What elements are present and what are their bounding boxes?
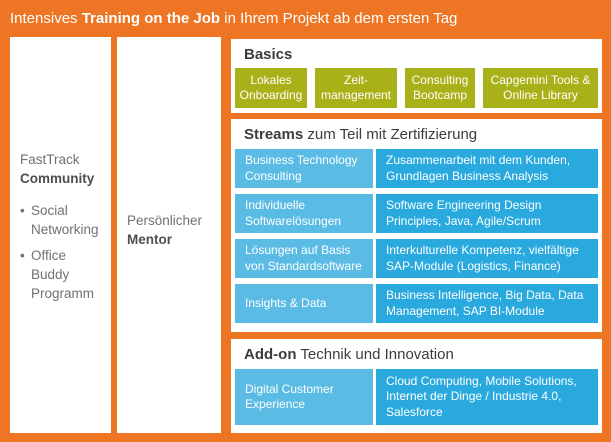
- basics-tile-consulting-bootcamp: Consulting Bootcamp: [405, 68, 475, 108]
- streams-title-bold: Streams: [244, 126, 304, 143]
- bullet-label: Social Networking: [31, 203, 99, 237]
- stream-label: Insights & Data: [235, 284, 373, 323]
- addon-panel-title: [244, 346, 592, 364]
- addon-panel: [231, 339, 602, 433]
- community-title-line1: FastTrack: [20, 152, 80, 167]
- stream-description: Cloud Computing, Mobile Solutions, Internet der Dinge / Industrie 4.0, Salesforce: [376, 369, 598, 425]
- stream-description: Business Intelligence, Big Data, Data Management, SAP BI-Module: [376, 284, 598, 323]
- stream-label: Individuelle Softwarelösungen: [235, 194, 373, 233]
- addon-table: [235, 369, 598, 425]
- addon-title-rest: Technik und Innovation: [296, 346, 454, 363]
- page-title: [10, 9, 603, 28]
- page-title-prefix: Intensives: [10, 10, 82, 27]
- stream-description: Software Engineering Design Principles, Java, Agile/Scrum: [376, 194, 598, 233]
- basics-title-text: Basics: [244, 46, 293, 63]
- mentor-title: [127, 211, 215, 249]
- streams-panel: [231, 119, 602, 332]
- stream-label: Digital Customer Experience: [235, 369, 373, 425]
- stream-label: Business Technology Consulting: [235, 149, 373, 188]
- basics-button-row: [235, 68, 598, 108]
- bullet-icon: •: [20, 248, 25, 263]
- stream-description: Interkulturelle Kompetenz, vielfältige SAP-Module (Logistics, Finance): [376, 239, 598, 278]
- mentor-title-line2: Mentor: [127, 232, 172, 247]
- streams-panel-title: [244, 126, 592, 144]
- table-row: [235, 369, 598, 425]
- community-title-line2: Community: [20, 171, 95, 186]
- community-panel-content: [10, 37, 111, 433]
- bullet-icon: •: [20, 203, 25, 218]
- basics-tile-lokales-onboarding: Lokales Onboarding: [235, 68, 307, 108]
- streams-table: [235, 149, 598, 323]
- streams-title-rest: zum Teil mit Zertifizierung: [303, 126, 478, 143]
- mentor-title-line1: Persönlicher: [127, 213, 203, 228]
- community-panel: [10, 37, 111, 433]
- page-title-suffix: in Ihrem Projekt ab dem ersten Tag: [220, 10, 458, 27]
- table-row: [235, 194, 598, 233]
- table-row: [235, 284, 598, 323]
- community-title: [20, 150, 105, 188]
- table-row: [235, 239, 598, 278]
- page-title-highlight: Training on the Job: [81, 10, 221, 27]
- basics-panel-title: [244, 46, 592, 64]
- basics-panel: [231, 39, 602, 113]
- bullet-label: Office Buddy Programm: [31, 248, 95, 301]
- table-row: [235, 149, 598, 188]
- community-bullet-list: [20, 201, 105, 310]
- mentor-panel-content: [117, 37, 221, 433]
- mentor-panel: [117, 37, 221, 433]
- basics-tile-capgemini-tools: Capgemini Tools & Online Library: [483, 68, 598, 108]
- stream-description: Zusammenarbeit mit dem Kunden, Grundlagen Business Analysis: [376, 149, 598, 188]
- basics-tile-zeitmanagement: Zeit-management: [315, 68, 397, 108]
- stream-label: Lösungen auf Basis von Standardsoftware: [235, 239, 373, 278]
- list-item: [20, 246, 105, 303]
- list-item: [20, 201, 105, 239]
- addon-title-bold: Add-on: [244, 346, 297, 363]
